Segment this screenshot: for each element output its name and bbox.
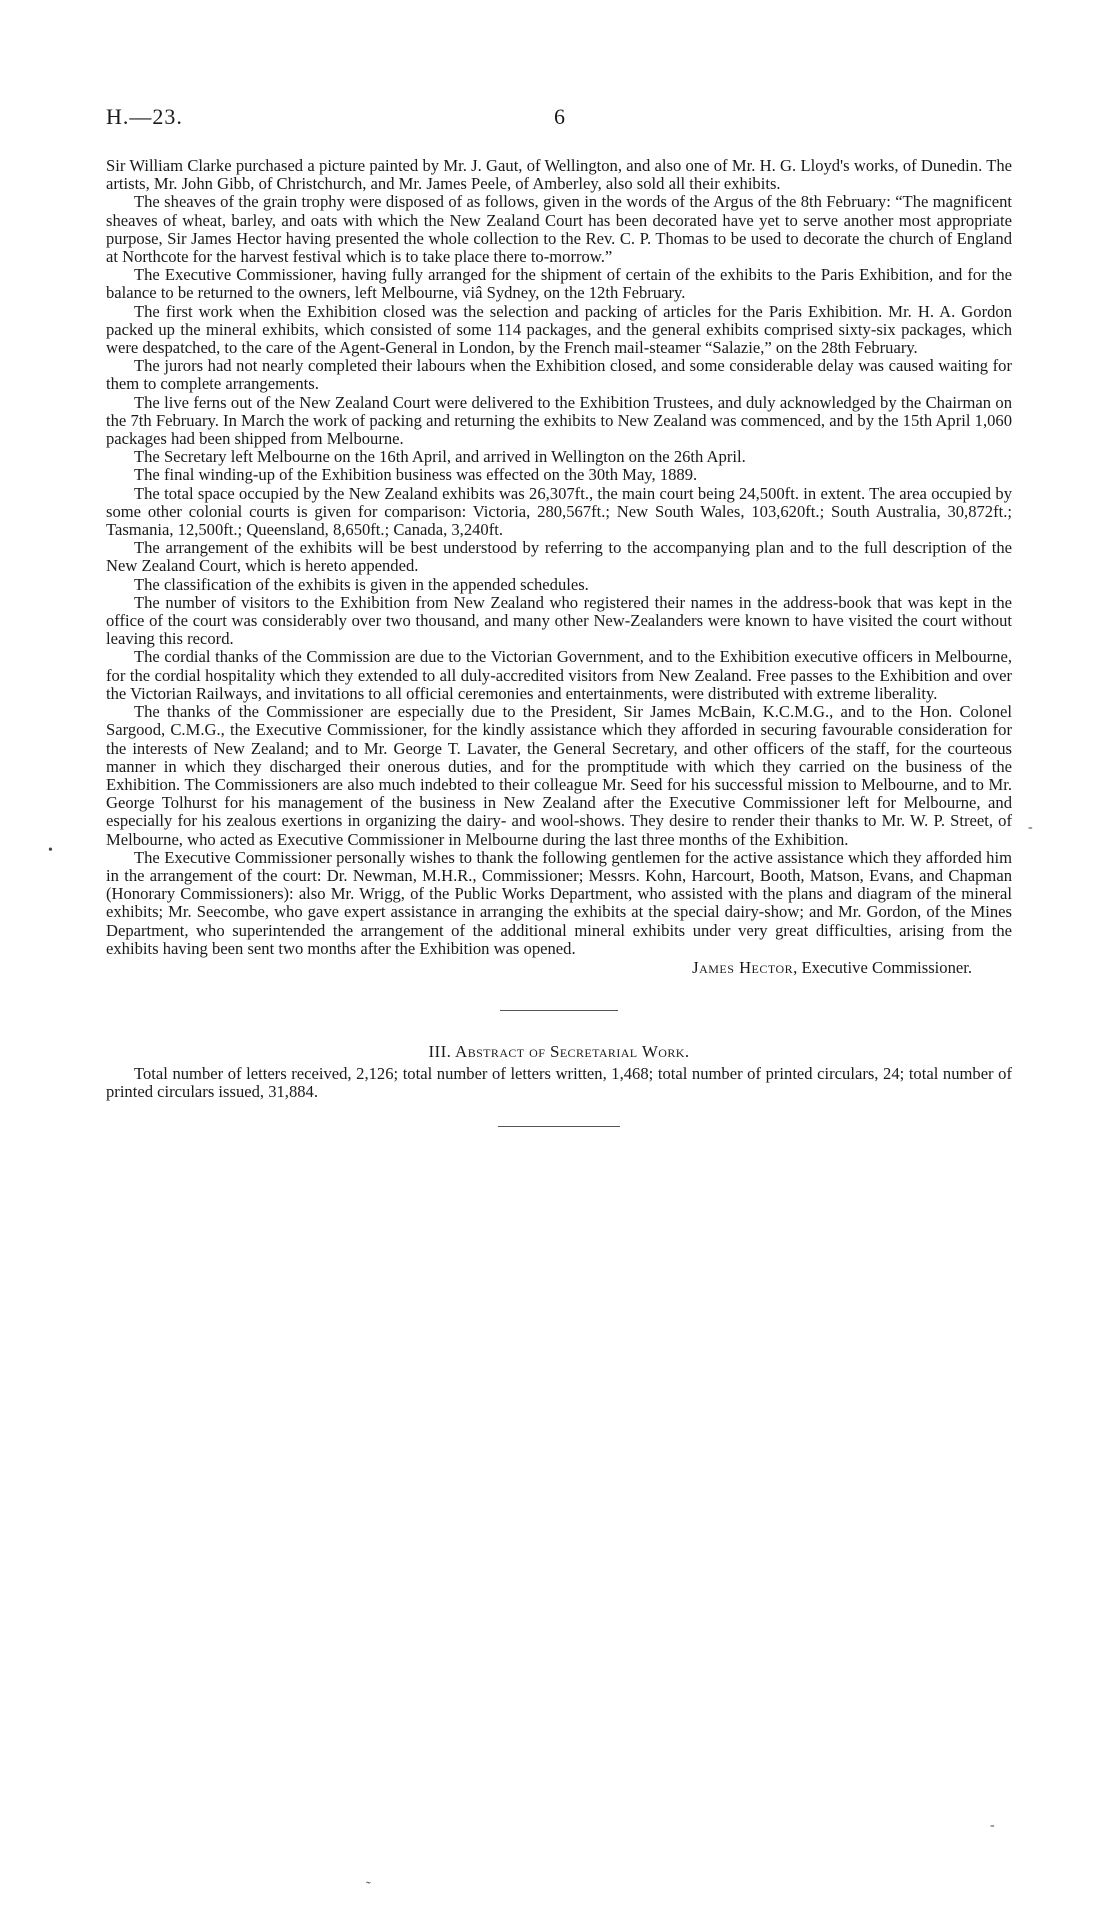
paragraph-10: The arrangement of the exhibits will be best understood by referring to the accompanying plan and to the full description of the New Zealand Court, which is hereto appended. — [106, 538, 1012, 576]
paragraph-9: The total space occupied by the New Zealand exhibits was 26,307ft., the main court being 24,500ft. in extent. The area occupied by some other colonial courts is given for comparison: Victoria, 280,567ft.; New South Wales, 103,620ft.; South Australia, 30,872ft.; Tasmania, 12,500ft.; Queensland, 8,650ft.; Canada, 3,240ft. — [106, 483, 1012, 540]
margin-dot: • — [48, 843, 53, 858]
signature-line — [106, 958, 1012, 978]
paragraph-3: The Executive Commissioner, having fully arranged for the shipment of certain of the exhibits to the Paris Exhibition, and for the balance to be returned to the owners, left Melbourne, viâ Sydney, on the 12th February. — [106, 265, 1012, 303]
paragraph-15: The Executive Commissioner personally wishes to thank the following gentlemen for the active assistance which they afforded him in the arrangement of the court: Dr. Newman, M.H.R., Commissioner; Messrs. Kohn, Harcourt, Booth, Matson, Evans, and Chapman (Honorary Commissioners): also Mr. Wrigg, of the Public Works Department, who assisted with the plans and diagram of the mineral exhibits; Mr. Seecombe, who gave expert assistance in arranging the exhibits at the special dairy-show; and Mr. Gordon, of the Mines Department, who superintended the arrangement of the additional mineral exhibits under very great difficulties, arising from the exhibits having been sent two months after the Exhibition was opened. — [106, 847, 1012, 958]
page-number: 6 — [554, 104, 565, 129]
report-reference: H.—23. — [106, 104, 183, 129]
paragraph-1: Sir William Clarke purchased a picture painted by Mr. J. Gaut, of Wellington, and also one of Mr. H. G. Lloyd's works, of Dunedin. The artists, Mr. John Gibb, of Christchurch, and Mr. James Peele, of Amberley, also sold all their exhibits. — [106, 156, 1012, 194]
margin-tick: ˜ — [366, 1880, 371, 1895]
paragraph-4: The first work when the Exhibition closed was the selection and packing of articles for the Paris Exhibition. Mr. H. A. Gordon packed up the mineral exhibits, which consisted of some 114 packages, and the general exhibits comprised sixty-six packages, which were despatched, to the care of the Agent-General in London, by the French mail-steamer “Salazie,” on the 28th February. — [106, 301, 1012, 358]
paragraph-14: The thanks of the Commissioner are especially due to the President, Sir James McBain, K.C.M.G., and to the Hon. Colonel Sargood, C.M.G., the Executive Commissioner, for the kindly assistance which they afforded in securing favourable consideration for the interests of New Zealand; and to Mr. George T. Lavater, the General Secretary, and other officers of the staff, for the courteous manner in which they discharged their onerous duties, and for the promptitude with which they carried on the business of the Exhibition. The Commissioners are also much indebted to their colleague Mr. Seed for his successful mission to Melbourne, and to Mr. George Tolhurst for his management of the business in New Zealand after the Executive Commissioner left for Melbourne, and especially for his zealous exertions in organizing the dairy- and wool-shows. They desire to render their thanks to Mr. W. P. Street, of Melbourne, who acted as Executive Commissioner in Melbourne during the last three months of the Exhibition. — [106, 702, 1012, 849]
paragraph-2: The sheaves of the grain trophy were disposed of as follows, given in the words of the Argus of the 8th February: “The magnificent sheaves of wheat, barley, and oats with which the New Zealand Court has been decorated have yet to serve another most appropriate purpose, Sir James Hector having presented the whole collection to the Rev. C. P. Thomas to be used to decorate the church of England at Northcote for the harvest festival which is to take place there to-morrow.” — [106, 192, 1012, 267]
paragraph-12: The number of visitors to the Exhibition from New Zealand who registered their names in the address-book that was kept in the office of the court was considerably over two thousand, and many other New-Zealanders were known to have visited the court without leaving this record. — [106, 592, 1012, 649]
signatory-title: , Executive Commissioner. — [793, 957, 972, 977]
separator-rule-2 — [498, 1126, 620, 1127]
paragraph-8: The final winding-up of the Exhibition business was effected on the 30th May, 1889. — [134, 465, 698, 485]
separator-rule — [500, 1010, 618, 1011]
page-header — [106, 104, 1008, 134]
paragraph-7: The Secretary left Melbourne on the 16th April, and arrived in Wellington on the 26th April. — [134, 447, 746, 467]
paragraph-6: The live ferns out of the New Zealand Court were delivered to the Exhibition Trustees, and duly acknowledged by the Chairman on the 7th February. In March the work of packing and returning the exhibits to New Zealand was commenced, and by the 15th April 1,060 packages had been shipped from Melbourne. — [106, 392, 1012, 449]
section-paragraph: Total number of letters received, 2,126; total number of letters written, 1,468; total number of printed circulars, 24; total number of printed circulars issued, 31,884. — [106, 1064, 1012, 1102]
body-text — [106, 157, 1012, 1127]
margin-dash: - — [1028, 820, 1033, 835]
paragraph-5: The jurors had not nearly completed their labours when the Exhibition closed, and some considerable delay was caused waiting for them to complete arrangements. — [106, 356, 1012, 394]
margin-dash-2: - — [990, 1818, 995, 1833]
paragraph-11: The classification of the exhibits is given in the appended schedules. — [134, 574, 589, 594]
section-heading: III. Abstract of Secretarial Work. — [428, 1041, 690, 1061]
paragraph-13: The cordial thanks of the Commission are due to the Victorian Government, and to the Exhibition executive officers in Melbourne, for the cordial hospitality which they extended to all duly-accredited visitors from New Zealand. Free passes to the Exhibition and over the Victorian Railways, and invitations to all official ceremonies and entertainments, were distributed with extreme liberality. — [106, 647, 1012, 703]
signatory-name: James Hector — [692, 957, 794, 977]
